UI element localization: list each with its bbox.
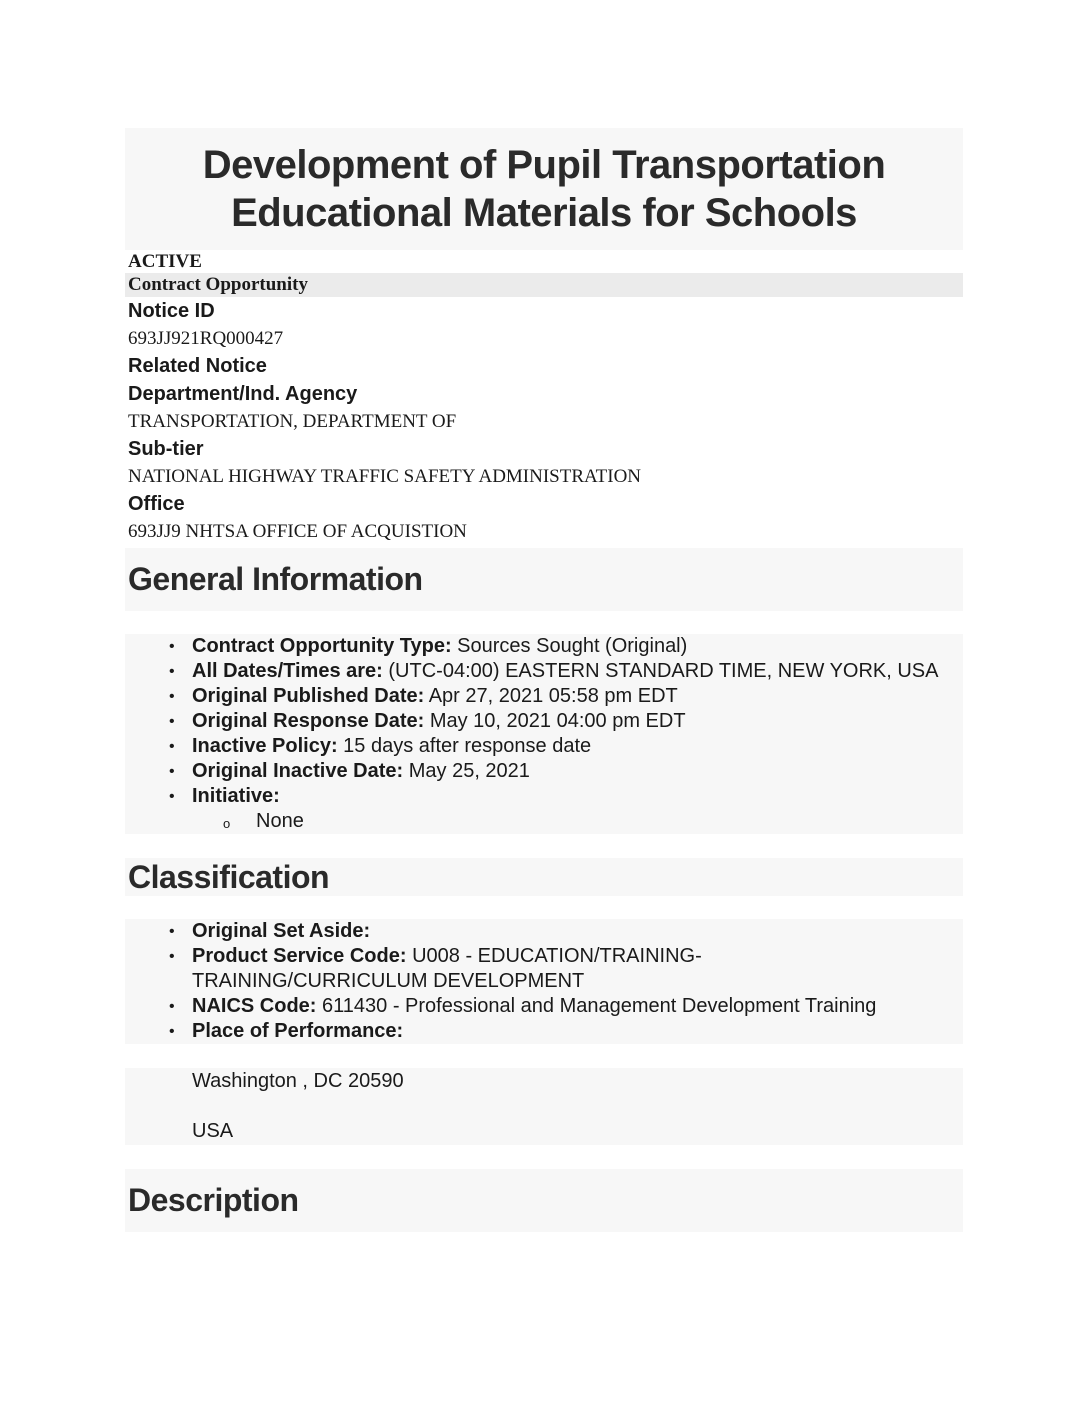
title-block [125, 128, 963, 250]
general-information-list [125, 634, 963, 834]
list-item: • Original Response Date: May 10, 2021 04:00 pm EDT [169, 710, 686, 732]
list-item: • Original Set Aside: [169, 920, 371, 942]
bullet-icon: • [169, 638, 175, 655]
subtier-value: NATIONAL HIGHWAY TRAFFIC SAFETY ADMINISTRATION [128, 466, 642, 487]
bullet-icon: • [169, 788, 175, 805]
notice-id-value: 693JJ921RQ000427 [128, 328, 284, 349]
page-title-line-2: Educational Materials for Schools [231, 191, 857, 235]
notice-id-label: Notice ID [128, 300, 215, 322]
list-item: • Contract Opportunity Type: Sources Sought (Original) [169, 635, 688, 657]
status-badge: ACTIVE [128, 251, 202, 272]
place-country-line: USA [192, 1120, 234, 1142]
description-heading: Description [125, 1169, 963, 1232]
place-address-line: Washington , DC 20590 [192, 1070, 404, 1092]
list-item: • Original Published Date: Apr 27, 2021 05:58 pm EDT [169, 685, 678, 707]
list-item: • Place of Performance: [169, 1020, 404, 1042]
office-label: Office [128, 493, 185, 515]
list-item: • Initiative: [169, 785, 280, 807]
department-value: TRANSPORTATION, DEPARTMENT OF [128, 411, 457, 432]
related-notice-label: Related Notice [128, 355, 267, 377]
bullet-icon: • [169, 713, 175, 730]
bullet-icon: • [169, 998, 175, 1015]
bullet-icon: • [169, 663, 175, 680]
list-item: • Product Service Code: U008 - EDUCATION/TRAINING- TRAINING/CURRICULUM DEVELOPMENT [169, 945, 702, 992]
bullet-icon: • [169, 763, 175, 780]
sub-bullet-icon: o [223, 816, 231, 831]
general-information-heading: General Information [125, 548, 963, 611]
list-item: • Original Inactive Date: May 25, 2021 [169, 760, 530, 782]
page-title-line-1: Development of Pupil Transportation [202, 143, 886, 187]
notice-page [125, 128, 963, 1232]
classification-heading: Classification [125, 858, 963, 896]
office-value: 693JJ9 NHTSA OFFICE OF ACQUISTION [128, 521, 467, 542]
department-label: Department/Ind. Agency [128, 383, 358, 405]
classification-list [125, 919, 963, 1044]
place-of-performance [125, 1068, 963, 1145]
list-item: • NAICS Code: 611430 - Professional and Management Development Training [169, 995, 877, 1017]
subtier-label: Sub-tier [128, 438, 204, 460]
initiative-sub-item: o None [125, 809, 963, 834]
bullet-icon: • [169, 948, 175, 965]
list-item: • All Dates/Times are: (UTC-04:00) EASTERN STANDARD TIME, NEW YORK, USA [169, 660, 939, 682]
bullet-icon: • [169, 923, 175, 940]
bullet-icon: • [169, 738, 175, 755]
notice-type-bar: Contract Opportunity [125, 273, 963, 297]
bullet-icon: • [169, 688, 175, 705]
bullet-icon: • [169, 1023, 175, 1040]
list-item: • Inactive Policy: 15 days after response date [169, 735, 592, 757]
